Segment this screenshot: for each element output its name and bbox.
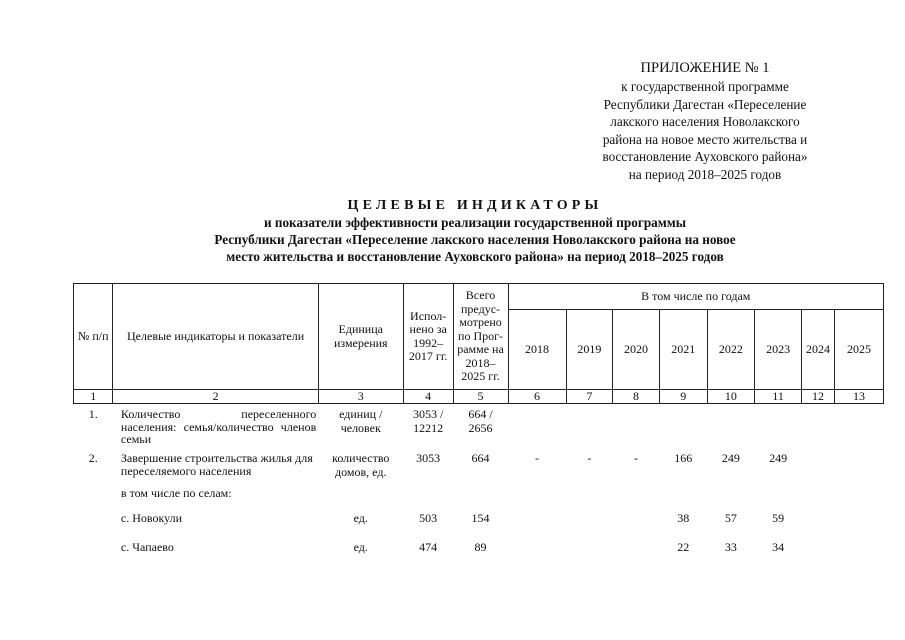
row-year-value (566, 404, 613, 449)
row-planned: 664 (471, 451, 490, 465)
row-done: 503 (419, 511, 438, 525)
row-year-value: 33 (724, 540, 737, 554)
row-year-value (613, 540, 660, 565)
header-year: 2020 (613, 310, 660, 390)
header-year: 2022 (707, 310, 755, 390)
header-num: № п/п (74, 284, 113, 390)
row-year-value (835, 486, 884, 505)
row-num: 1. (88, 407, 98, 421)
heading-line: Республики Дагестан «Переселение лакского населения Новолакского района на новое (214, 232, 736, 247)
row-year-value (801, 540, 834, 565)
row-indicator: в том числе по селам: (120, 486, 232, 500)
appendix-line: на период 2018–2025 годов (628, 166, 782, 182)
row-year-value (659, 404, 707, 449)
row-indicator: Количество переселенного населения: семья/количество членов семьи (120, 407, 317, 446)
row-year-value (508, 404, 566, 449)
row-year-value: 249 (721, 451, 740, 465)
row-year-value (755, 486, 802, 505)
row-year-value (613, 505, 660, 540)
appendix-line: Республики Дагестан «Переселение (603, 96, 807, 112)
column-number: 10 (707, 390, 755, 404)
appendix-line: восстановление Ауховского района» (602, 149, 808, 164)
row-num (74, 540, 113, 565)
heading-line: место жительства и восстановление Ауховского района» на период 2018–2025 годов (226, 249, 724, 264)
column-numbers-row (74, 390, 884, 404)
header-year: 2018 (508, 310, 566, 390)
column-number: 2 (113, 390, 318, 404)
header-indicator: Целевые индикаторы и показатели (113, 284, 318, 390)
row-year-value (801, 505, 834, 540)
row-done: 3053 (416, 451, 441, 465)
row-year-value (835, 404, 884, 449)
row-year-value (566, 505, 613, 540)
heading-line: и показатели эффективности реализации государственной программы (263, 215, 687, 230)
row-indicator: с. Чапаево (120, 540, 174, 554)
row-year-value (566, 486, 613, 505)
row-indicator: Завершение строительства жилья для переселяемого населения (120, 451, 313, 478)
header-done: Испол-нено за 1992–2017 гг. (403, 284, 453, 390)
row-year-value (801, 448, 834, 486)
row-planned: 89 (474, 540, 487, 554)
header-year: 2023 (755, 310, 802, 390)
table-row (74, 486, 884, 505)
row-done: 474 (419, 540, 438, 554)
row-year-value (707, 404, 755, 449)
column-number: 7 (566, 390, 613, 404)
indicators-table (73, 283, 884, 565)
row-done: 3053 / 12212 (412, 407, 444, 435)
row-year-value: - (587, 451, 592, 465)
row-year-value (835, 448, 884, 486)
appendix-line: района на новое место жительства и (602, 131, 808, 147)
header-unit: Единица измерения (318, 284, 403, 390)
column-number: 13 (835, 390, 884, 404)
row-year-value: 38 (677, 511, 690, 525)
row-year-value (613, 404, 660, 449)
row-year-value (835, 505, 884, 540)
row-year-value: - (535, 451, 540, 465)
row-year-value: 22 (677, 540, 690, 554)
row-year-value: - (634, 451, 639, 465)
row-unit: количество домов, ед. (332, 451, 390, 479)
column-number: 4 (403, 390, 453, 404)
row-planned: 154 (471, 511, 490, 525)
column-number: 11 (755, 390, 802, 404)
header-by-years: В том числе по годам (508, 284, 884, 310)
row-year-value: 59 (772, 511, 785, 525)
row-year-value (659, 486, 707, 505)
row-indicator: с. Новокули (120, 511, 183, 525)
column-number: 6 (508, 390, 566, 404)
column-number: 9 (659, 390, 707, 404)
row-year-value (801, 486, 834, 505)
heading-title: ЦЕЛЕВЫЕ ИНДИКАТОРЫ (347, 198, 603, 213)
header-planned: Всего предус-мотрено по Прог-рамме на 2018–2025 гг. (453, 284, 508, 390)
row-num: 2. (88, 451, 98, 465)
column-number: 12 (801, 390, 834, 404)
row-year-value: 34 (772, 540, 785, 554)
row-year-value: 249 (769, 451, 788, 465)
table-row (74, 505, 884, 540)
table-row (74, 404, 884, 449)
appendix-line: лакского населения Новолакского (610, 114, 800, 129)
header-year: 2021 (659, 310, 707, 390)
row-year-value (835, 540, 884, 565)
table-row (74, 448, 884, 486)
row-year-value (508, 505, 566, 540)
header-year: 2024 (801, 310, 834, 390)
column-number: 3 (318, 390, 403, 404)
row-year-value (508, 486, 566, 505)
row-year-value (707, 486, 755, 505)
row-unit: единиц / человек (339, 407, 383, 435)
appendix-title: ПРИЛОЖЕНИЕ № 1 (640, 60, 770, 76)
row-unit: ед. (353, 540, 368, 554)
row-year-value (613, 486, 660, 505)
column-number: 8 (613, 390, 660, 404)
row-unit: ед. (353, 511, 368, 525)
row-planned: 664 / 2656 (468, 407, 493, 435)
column-number: 5 (453, 390, 508, 404)
header-year: 2019 (566, 310, 613, 390)
row-num (74, 505, 113, 540)
table-row (74, 540, 884, 565)
row-year-value (801, 404, 834, 449)
header-year: 2025 (835, 310, 884, 390)
row-year-value: 57 (724, 511, 737, 525)
row-year-value (566, 540, 613, 565)
column-number: 1 (74, 390, 113, 404)
appendix-block (560, 58, 850, 183)
document-heading (100, 197, 850, 265)
row-unit (318, 486, 403, 505)
row-planned (453, 486, 508, 505)
row-year-value (508, 540, 566, 565)
row-done (403, 486, 453, 505)
appendix-line: к государственной программе (621, 79, 789, 94)
row-year-value: 166 (674, 451, 693, 465)
row-num (74, 486, 113, 505)
row-year-value (755, 404, 802, 449)
